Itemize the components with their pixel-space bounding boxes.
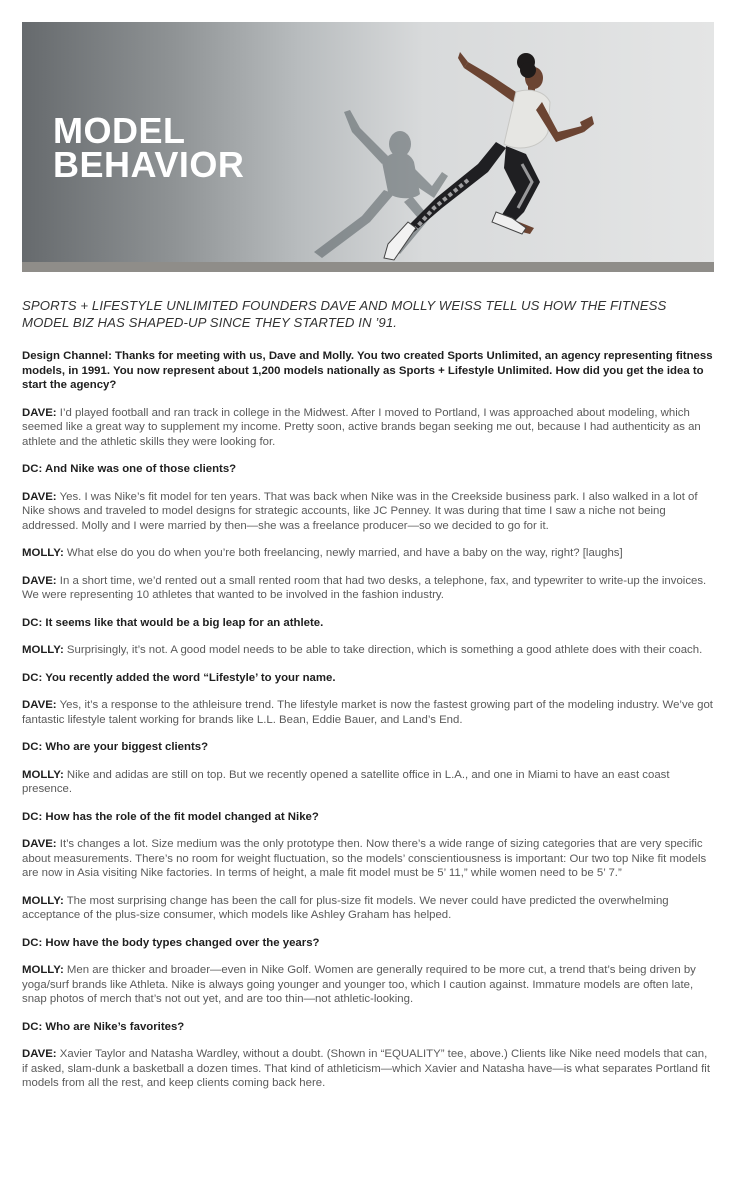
question-5: DC: Who are your biggest clients? — [22, 741, 209, 753]
answer-text: Yes. I was Nike’s fit model for ten years. That was back when Nike was in the Creekside business park. I also walked in a lot of Nike shows and traveled to model designs for strategic accounts, like JC Penney. It was during that time I saw a niche not being addressed. Molly and I were married by then—she was a freelance producer—so we decided to go for it. — [22, 490, 698, 532]
hero-banner — [22, 22, 714, 272]
answer-text: I’d played football and ran track in college in the Midwest. After I moved to Portland, I was approached about modeling, which seemed like a great way to supplement my income. Pretty soon, active brands began seeking me out, because I had authenticity as an athlete and the athletic skills they were looking for. — [22, 406, 701, 448]
answer-8 — [22, 1047, 714, 1091]
answer-text: It’s changes a lot. Size medium was the only prototype then. Now there’s a wide range of sizing categories that are very specific about measurements. There’s no room for weight fluctuation, so the models’ conscientiousness is important: Our two top Nike fit models are now in Asia visiting Nike factories. In terms of height, a male fit model must be 5’ 11,” while women need to be 5’ 7.” — [22, 838, 707, 879]
question-4: DC: You recently added the word “Lifestyle’ to your name. — [22, 671, 336, 684]
lead-paragraph: SPORTS + LIFESTYLE UNLIMITED FOUNDERS DAVE AND MOLLY WEISS TELL US HOW THE FITNESS MODEL BIZ HAS SHAPED-UP SINCE THEY STARTED IN ’91. — [22, 298, 667, 330]
speaker-label: DAVE: — [22, 574, 57, 587]
question-2: DC: And Nike was one of those clients? — [22, 463, 237, 475]
speaker-label: MOLLY: — [22, 964, 64, 976]
answer-text: Surprisingly, it’s not. A good model needs to be able to take direction, which is something a good athlete does with their coach. — [63, 644, 703, 656]
answer-6b — [22, 894, 714, 923]
interview-body — [22, 347, 714, 1091]
answer-text: Yes, it’s a response to the athleisure trend. The lifestyle market is now the fastest growing part of the modeling industry. We’ve got fantastic lifestyle talent working for brands like L.L. Bean, Eddie Bauer, and Land’s End. — [22, 699, 713, 726]
answer-text: The most surprising change has been the call for plus-size fit models. We never could have predicted the overwhelming acceptance of the plus-size consumer, which models like Ashley Graham has helped. — [22, 894, 669, 921]
answer-4 — [22, 698, 714, 727]
answer-5 — [22, 768, 714, 797]
speaker-label: DAVE: — [22, 406, 57, 419]
answer-2c — [22, 574, 714, 603]
speaker-label: DAVE: — [22, 1048, 57, 1060]
answer-text: What else do you do when you’re both freelancing, newly married, and have a baby on the way, right? [laughs] — [63, 547, 623, 559]
answer-1 — [22, 406, 714, 450]
question-3: DC: It seems like that would be a big leap for an athlete. — [22, 616, 324, 629]
ground-strip — [22, 262, 714, 272]
speaker-label: MOLLY: — [22, 894, 64, 907]
question-6: DC: How has the role of the fit model changed at Nike? — [22, 810, 319, 823]
runner-shadow — [314, 110, 448, 258]
hero-title-line-2: BEHAVIOR — [53, 144, 245, 185]
answer-3 — [22, 643, 714, 658]
speaker-label: MOLLY: — [22, 547, 64, 559]
question-7: DC: How have the body types changed over the years? — [22, 936, 320, 949]
question-8: DC: Who are Nike’s favorites? — [22, 1020, 185, 1033]
speaker-label: DAVE: — [22, 490, 57, 503]
answer-text: In a short time, we’d rented out a small rented room that had two desks, a telephone, fax, and typewriter to write-up the invoices. We were representing 10 athletes that wanted to be involved in the fashion industry. — [22, 574, 707, 601]
answer-text: Nike and adidas are still on top. But we recently opened a satellite office in L.A., and one in Miami to have an east coast presence. — [22, 768, 670, 795]
intro-question: Design Channel: Thanks for meeting with us, Dave and Molly. You two created Sports Unlimited, an agency representing fitness models, in 1991. You now represent about 1,200 models nationally as Sports + Lifestyle Unlimited. How did you get the idea to start the agency? — [22, 350, 713, 391]
answer-2b — [22, 546, 714, 561]
answer-6 — [22, 837, 714, 881]
hero-title — [53, 110, 245, 185]
speaker-label: DAVE: — [22, 838, 57, 850]
answer-text: Men are thicker and broader—even in Nike Golf. Women are generally required to be more cut, a trend that’s being driven by yoga/surf brands like Athleta. Nike is always going younger and younger too, which I caution against. Immature models are often late, snap photos of merch that’s not out yet, and are too thin—not athletic-looking. — [22, 964, 696, 1005]
runner-figure — [384, 52, 594, 260]
speaker-label: MOLLY: — [22, 644, 64, 656]
hero-title-line-1: MODEL — [53, 110, 186, 151]
speaker-label: MOLLY: — [22, 768, 64, 781]
answer-2 — [22, 490, 714, 534]
answer-7 — [22, 963, 714, 1007]
speaker-label: DAVE: — [22, 699, 57, 711]
answer-text: Xavier Taylor and Natasha Wardley, without a doubt. (Shown in “EQUALITY” tee, above.) Clients like Nike need models that can, if asked, slam-dunk a basketball a dozen times. That kind of athleticism—which Xavier and Natasha have—is what separates Portland fit models from all the rest, and keep clients coming back here. — [22, 1048, 711, 1089]
